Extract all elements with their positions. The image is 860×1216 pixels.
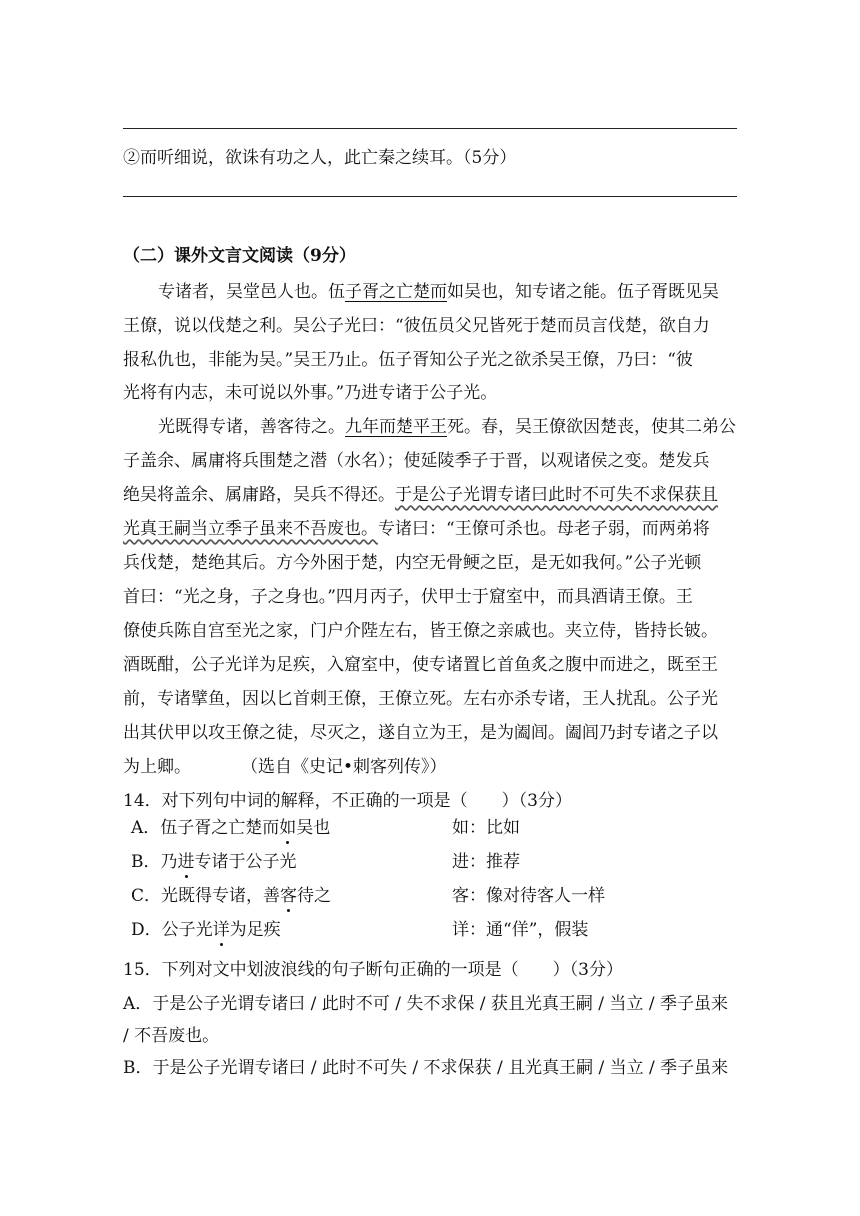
dotted-char: 客 xyxy=(280,886,298,906)
passage-text: 专诸曰：“王僚可杀也。母老子弱，而两弟将 xyxy=(378,519,710,539)
question-item-2: ②而听细说，欲诛有功之人，此亡秦之续耳。（5分） xyxy=(123,148,517,168)
dotted-char: 进 xyxy=(177,852,195,872)
dotted-char: 如 xyxy=(279,818,297,838)
question-15-stem: 15．下列对文中划波浪线的句子断句正确的一项是（ ）（3分） xyxy=(123,960,623,980)
q15-option-b-line-1: B．于是公子光谓专诸曰 / 此时不可失 / 不求保获 / 且光真王嗣 / 当立 / 季子虽来 xyxy=(123,1058,729,1078)
underlined-phrase: 子胥之亡楚而 xyxy=(345,282,447,302)
passage-line-13: 前，专诸擘鱼，因以匕首刺王僚，王僚立死。左右亦杀专诸，王人扰乱。公子光 xyxy=(123,689,718,709)
q14-option-c-gloss: 客：像对待客人一样 xyxy=(452,886,605,906)
passage-text: 如吴也，知专诸之能。伍子胥既见吴 xyxy=(447,282,719,302)
option-text: 专诸于公子光 xyxy=(194,852,297,872)
passage-line-15 xyxy=(123,759,743,776)
question-14-stem: 14．对下列句中词的解释，不正确的一项是（ ）（3分） xyxy=(123,791,572,811)
passage-line-2: 王僚，说以伐楚之利。吴公子光曰：“彼伍员父兄皆死于楚而员言伐楚，欲自力 xyxy=(123,316,710,336)
passage-text: 为上卿。 xyxy=(123,757,191,777)
option-text: 待之 xyxy=(297,886,332,906)
q14-option-d-gloss: 详：通“佯”，假装 xyxy=(452,920,589,940)
wavy-underlined-sentence: 光真王嗣当立季子虽来不吾废也。 xyxy=(123,519,378,539)
q14-option-b xyxy=(131,854,297,871)
dotted-char: 详 xyxy=(212,920,230,940)
option-text: 为足疾 xyxy=(229,920,281,940)
passage-line-5 xyxy=(158,419,743,436)
passage-line-7 xyxy=(123,487,743,504)
passage-text: 专诸者，吴堂邑人也。伍 xyxy=(158,282,345,302)
passage-line-4: 光将有内志，未可说以外事。”乃进专诸于公子光。 xyxy=(123,383,498,403)
section-title: （二）课外文言文阅读（9分） xyxy=(123,246,356,266)
passage-text: 死。春，吴王僚欲因楚丧，使其二弟公 xyxy=(447,417,736,437)
passage-line-12: 酒既酣，公子光详为足疾，入窟室中，使专诸置匕首鱼炙之腹中而进之，既至王 xyxy=(123,655,718,675)
passage-line-6: 子盖余、属庸将兵围楚之潜（水名）；使延陵季子于晋，以观诸侯之变。楚发兵 xyxy=(123,451,710,471)
passage-text: 光既得专诸，善客待之。 xyxy=(158,417,345,437)
passage-line-10: 首曰：“光之身，子之身也。”四月丙子，伏甲士于窟室中，而具酒请王僚。王 xyxy=(123,587,693,607)
q14-option-b-gloss: 进：推荐 xyxy=(452,852,520,872)
passage-line-1 xyxy=(158,284,743,301)
source-citation: （选自《史记•刺客列传》） xyxy=(241,757,447,777)
passage-line-11: 僚使兵陈自宫至光之家，门户介陛左右，皆王僚之亲戚也。夹立侍，皆持长铍。 xyxy=(123,621,718,641)
passage-line-3: 报私仇也，非能为吴。”吴王乃止。伍子胥知公子光之欲杀吴王僚，乃曰：“彼 xyxy=(123,350,693,370)
passage-line-8 xyxy=(123,521,743,538)
q14-option-a-gloss: 如：比如 xyxy=(452,818,520,838)
passage-line-14: 出其伏甲以攻王僚之徒，尽灭之，遂自立为王，是为阖闾。阖闾乃封专诸之子以 xyxy=(123,723,718,743)
option-text: D．公子光 xyxy=(131,920,213,940)
passage-line-9: 兵伐楚，楚绝其后。方今外困于楚，内空无骨鲠之臣，是无如我何。”公子光顿 xyxy=(123,553,702,573)
option-text: A．伍子胥之亡楚而 xyxy=(131,818,280,838)
q14-option-a xyxy=(131,820,330,837)
wavy-underlined-sentence: 于是公子光谓专诸曰此时不可失不求保获且 xyxy=(395,485,718,505)
option-text: 吴也 xyxy=(296,818,331,838)
passage-text: 绝吴将盖余、属庸路，吴兵不得还。 xyxy=(123,485,395,505)
q15-option-a-line-1: A．于是公子光谓专诸曰 / 此时不可 / 失不求保 / 获且光真王嗣 / 当立 / 季子虽来 xyxy=(123,994,728,1014)
answer-line xyxy=(123,196,737,197)
underlined-phrase: 九年而楚平王 xyxy=(345,417,447,437)
q15-option-a-line-2: / 不吾废也。 xyxy=(123,1026,220,1046)
option-text: B．乃 xyxy=(131,852,178,872)
answer-line xyxy=(123,128,737,129)
option-text: C．光既得专诸，善 xyxy=(131,886,281,906)
q14-option-c xyxy=(131,888,331,905)
q14-option-d xyxy=(131,922,281,939)
